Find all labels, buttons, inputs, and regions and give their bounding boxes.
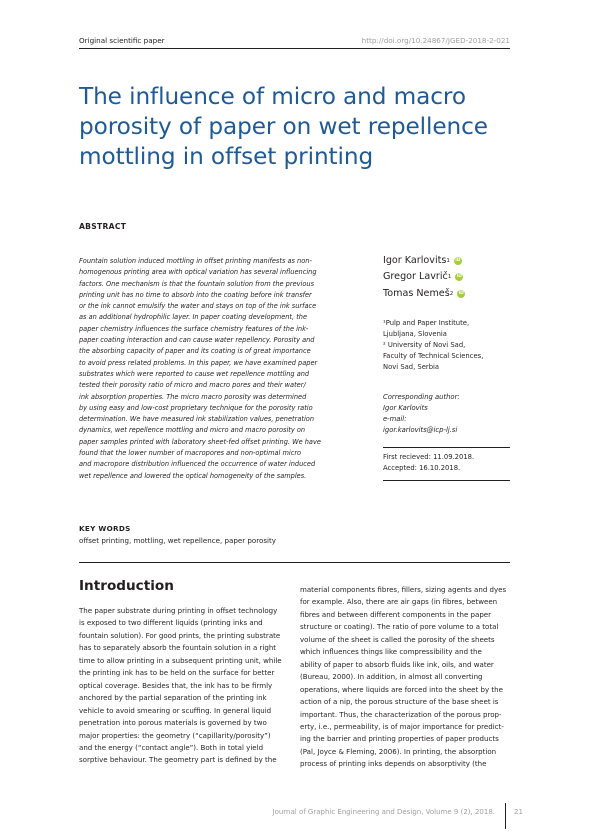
body-line: material components fibres, fillers, sizing agents and dyes [300,585,507,594]
orcid-icon[interactable]: iD [456,274,462,280]
body-line: process of printing inks depends on absorptivity (the [300,759,487,769]
dates-divider-bottom [383,480,510,481]
body-line: ing the barrier and printing properties of paper products [300,734,499,744]
received-date: First recieved: 11.09.2018. [383,453,475,461]
keywords-heading: KEY WORDS [79,524,131,533]
abstract-line: as an additional hydrophilic layer. In paper coating development, the [79,313,308,322]
title-line: porosity of paper on wet repellence [79,113,488,140]
affiliation-line: Faculty of Technical Sciences, [383,352,484,361]
abstract-line: paper samples printed with laboratory sheet-fed offset printing. We have [79,437,321,446]
abstract-line: homogenous printing area with optical variation has several influencing [79,268,317,277]
dates-divider-top [383,447,510,448]
journal-footer: Journal of Graphic Engineering and Design, Volume 9 (2), 2018. [272,808,495,816]
orcid-icon[interactable]: iD [458,290,464,296]
abstract-line: printing unit has no time to absorb into the coating before ink transfer [79,290,312,299]
title-line: mottling in offset printing [79,143,374,170]
abstract-line: determination. We have measured ink stabilization values, penetration [79,415,315,424]
paper-title [79,82,509,172]
abstract-line: tested their porosity ratio of micro and macro pores and their water/ [79,381,306,390]
abstract-heading: ABSTRACT [79,222,127,231]
body-line: (Pal, Joyce & Fleming, 2006). In printing, the absorption [300,746,497,756]
header-divider [79,48,510,49]
author-name: Igor Karlovits [383,255,447,266]
body-line: has to separately absorb the fountain solution in a right [79,643,277,653]
title-line: The influence of micro and macro [79,83,466,110]
body-line: vehicle to avoid smearing or scuffing. In general liquid [79,705,272,715]
corresponding-line: Corresponding author: [383,393,460,401]
body-column-right [300,584,512,771]
body-line: fountain solution). For good prints, the printing substrate [79,630,281,640]
affiliation-mark: 1 [447,274,452,281]
author-lavric [383,269,465,285]
submission-dates [383,452,474,474]
author-name: Gregor Lavrič [383,271,448,283]
body-column-left [79,605,291,767]
abstract-line: and macropore distribution influenced the occurrence of water induced [79,460,316,469]
affiliation-line: ¹Pulp and Paper Institute, [383,319,470,327]
body-line: structure or coating). The ratio of pore volume to a total [300,622,499,632]
abstract-line: Fountain solution induced mottling in offset printing manifests as non- [79,257,312,265]
abstract-line: paper chemistry influences the surface chemistry features of the ink- [79,324,309,333]
footer-divider [505,803,506,829]
corresponding-line: e-mail: [383,415,407,424]
abstract-line: to avoid press related problems. In this paper, we have examined paper [79,358,318,367]
author-list [383,253,465,302]
body-line: and the energy (“contact angle”). Both in total yield [79,742,264,752]
body-line: major properties: the geometry (“capillarity/porosity”) [79,730,271,740]
body-line: time to allow printing in a subsequent printing unit, while [79,655,282,665]
abstract-line: found that the lower number of macropores and non-optimal micro [79,449,302,458]
affiliations [383,318,483,373]
section-divider [79,562,510,563]
abstract-line: paper coating interaction and can cause water repellency. Porosity and [79,336,315,345]
abstract-line: substrates which were reported to cause wet repellence mottling and [79,369,310,378]
affiliation-line: Ljubljana, Slovenia [383,330,447,339]
body-line: is exposed to two different liquids (printing inks and [79,618,263,628]
body-line: (Bureau, 2000). In addition, in almost all converting [300,672,483,682]
body-line: important. Thus, the characterization of the porous prop- [300,709,502,719]
body-line: for example. Also, there are air gaps (in fibres, between [300,597,498,607]
abstract-line: ink absorption properties. The micro macro porosity was determined [79,392,307,401]
body-line: action of a nip, the porous structure of the base sheet is [300,697,499,707]
body-line: anchored by the partial separation of the printing ink [79,693,267,703]
abstract-line: by using easy and low-cost proprietary technique for the porosity ratio [79,403,313,412]
accepted-date: Accepted: 16.10.2018. [383,464,461,473]
body-line: which influences things like compressibility and the [300,647,482,657]
keywords-text: offset printing, mottling, wet repellence, paper porosity [79,536,276,545]
body-line: volume of the sheet is called the porosity of the sheets [300,634,495,644]
body-line: fibres and between different components in the paper [300,609,492,619]
email-link[interactable]: igor.karlovits@icp-lj.si [383,426,458,435]
affiliation-mark: 2 [449,290,454,297]
body-line: optical coverage. Besides that, the ink has to be firmly [79,680,273,690]
corresponding-line: Igor Karlovits [383,404,428,413]
author-nemes [383,286,465,302]
body-line: penetration into porous materials is governed by two [79,718,267,728]
corresponding-author [383,392,460,436]
body-line: The paper substrate during printing in offset technology [79,606,278,615]
abstract-line: the absorbing capacity of paper and its coating is of great importance [79,347,311,356]
affiliation-line: ² University of Novi Sad, [383,341,466,350]
body-line: erty, i.e., permeability, is of major importance for predict- [300,721,504,731]
affiliation-line: Novi Sad, Serbia [383,363,440,372]
abstract-line: factors. One mechanism is that the fountain solution from the previous [79,279,315,288]
body-line: operations, where liquids are forced into the sheet by the [300,684,503,694]
page-number: 21 [514,808,523,816]
affiliation-mark: 1 [446,258,450,264]
article-category: Original scientific paper [79,36,165,45]
body-line: sorptive behaviour. The geometry part is defined by the [79,755,277,765]
doi-link[interactable]: http://doi.org/10.24867/JGED-2018-2-021 [361,36,510,45]
body-line: the printing ink has to be held on the surface for better [79,668,275,678]
abstract-line: wet repellence and lowered the optical homogeneity of the samples. [79,471,307,480]
introduction-heading: Introduction [79,578,174,594]
author-karlovits [383,253,465,269]
abstract-line: dynamics, wet repellence mottling and micro and macro porosity on [79,426,306,435]
abstract-line: or the ink cannot emulsify the water and stays on top of the ink surface [79,302,317,311]
body-line: ability of paper to absorb fluids like ink, oils, and water [300,659,494,669]
author-name: Tomas Nemeš [383,287,450,299]
abstract-body [79,256,345,482]
orcid-icon[interactable]: iD [455,258,461,264]
